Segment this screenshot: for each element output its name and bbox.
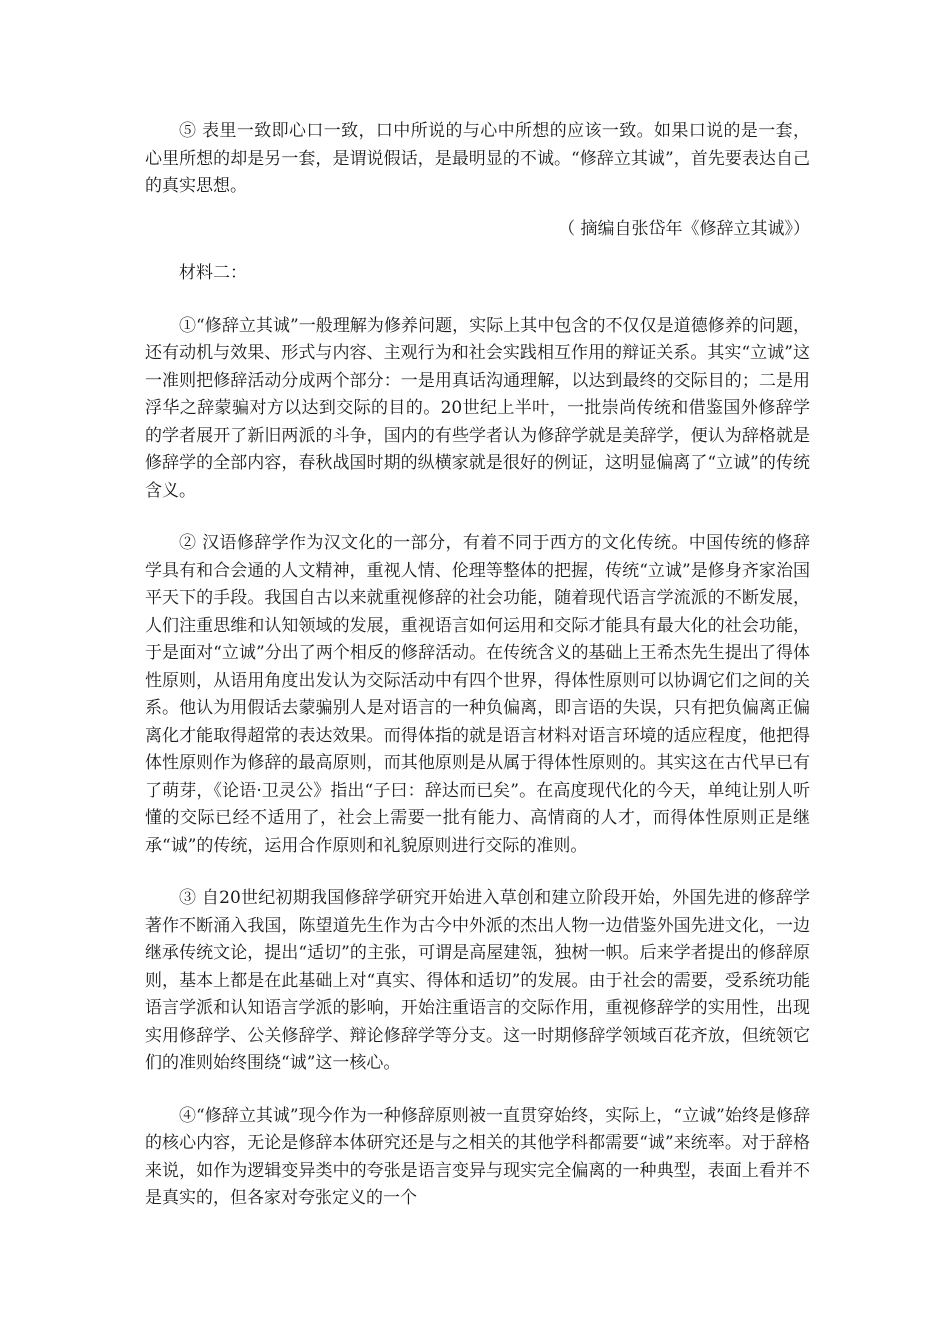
document-page: [145, 118, 810, 1213]
paragraph-5: ⑤ 表里一致即心口一致，口中所说的与心中所想的应该一致。如果口说的是一套，心里所想的却是另一套，是谓说假话，是最明显的不诚。“修辞立其诚”，首先要表达自己的真实思想。: [145, 121, 810, 196]
source-citation: （ 摘编自张岱年《修辞立其诚》）: [558, 218, 810, 239]
material-2-paragraph-1: ①“修辞立其诚”一般理解为修养问题，实际上其中包含的不仅仅是道德修养的问题，还有动机与效果、形式与内容、主观行为和社会实践相互作用的辩证关系。其实“立诚”这一准则把修辞活动分成两个部分：一是用真话沟通理解，以达到最终的交际目的；二是用浮华之辞蒙骗对方以达到交际的目的。20世纪上半叶，一批崇尚传统和借鉴国外修辞学的学者展开了新旧两派的斗争，国内的有些学者认为修辞学就是美辞学，便认为辞格就是修辞学的全部内容，春秋战国时期的纵横家就是很好的例证，这明显偏离了“立诚”的传统含义。: [145, 315, 810, 501]
material-2-heading: 材料二：: [179, 263, 247, 283]
material-2-paragraph-4: ④“修辞立其诚”现今作为一种修辞原则被一直贯穿始终，实际上，“立诚”始终是修辞的核心内容，无论是修辞本体研究还是与之相关的其他学科都需要“诚”来统率。对于辞格来说，如作为逻辑变异类中的夸张是语言变异与现实完全偏离的一种典型，表面上看并不是真实的，但各家对夸张定义的一个: [145, 1105, 810, 1208]
material-2-paragraph-3: ③ 自20世纪初期我国修辞学研究开始进入草创和建立阶段开始，外国先进的修辞学著作不断涌入我国，陈望道先生作为古今中外派的杰出人物一边借鉴外国先进文化，一边继承传统文论，提出“适切”的主张，可谓是高屋建瓴，独树一帜。后来学者提出的修辞原则，基本上都是在此基础上对“真实、得体和适切”的发展。由于社会的需要，受系统功能语言学派和认知语言学派的影响，开始注重语言的交际作用，重视修辞学的实用性，出现实用修辞学、公关修辞学、辩论修辞学等分支。这一时期修辞学领域百花齐放，但统领它们的准则始终围绕“诚”这一核心。: [145, 888, 810, 1073]
material-2-paragraph-2: ② 汉语修辞学作为汉文化的一部分，有着不同于西方的文化传统。中国传统的修辞学具有和合会通的人文精神，重视人情、伦理等整体的把握，传统“立诚”是修身齐家治国平天下的手段。我国自古以来就重视修辞的社会功能，随着现代语言学流派的不断发展，人们注重思维和认知领域的发展，重视语言如何运用和交际才能具有最大化的社会功能，于是面对“立诚”分出了两个相反的修辞活动。在传统含义的基础上王希杰先生提出了得体性原则，从语用角度出发认为交际活动中有四个世界，得体性原则可以协调它们之间的关系。他认为用假话去蒙骗别人是对语言的一种负偏离，即言语的失误，只有把负偏离正偏离化才能取得超常的表达效果。而得体指的就是语言材料对语言环境的适应程度，他把得体性原则作为修辞的最高原则，而其他原则是从属于得体性原则的。其实这在古代早已有了萌芽，《论语·卫灵公》指出“子曰：辞达而已矣”。在高度现代化的今天，单纯让别人听懂的交际已经不适用了，社会上需要一批有能力、高情商的人才，而得体性原则正是继承“诚”的传统，运用合作原则和礼貌原则进行交际的准则。: [145, 533, 810, 856]
